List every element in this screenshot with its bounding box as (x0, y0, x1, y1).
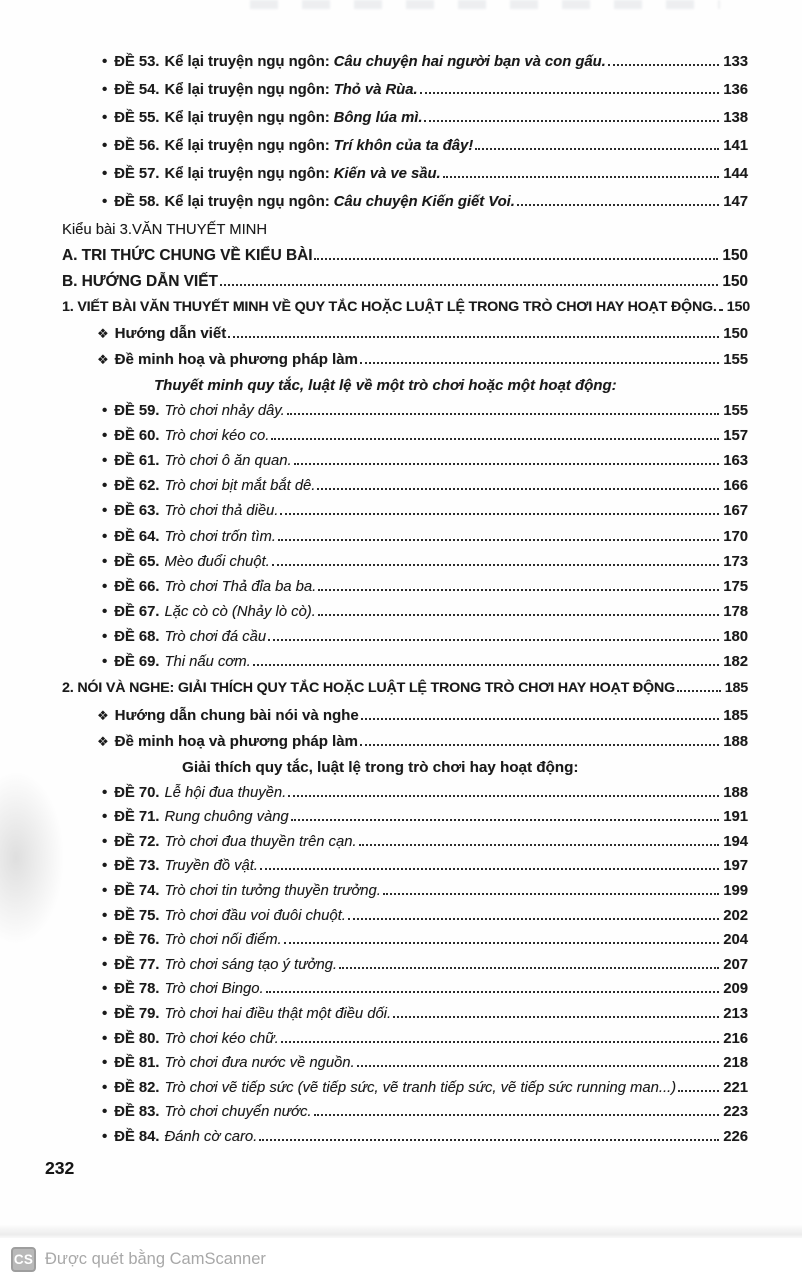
entry-prefix: Kể lại truyện ngụ ngôn: (164, 54, 330, 70)
dot-leader (253, 661, 720, 666)
dot-leader (259, 1136, 719, 1141)
toc-entry (62, 883, 748, 908)
entry-prefix: Kể lại truyện ngụ ngôn: (164, 194, 330, 210)
dot-leader (272, 561, 720, 566)
page-ref: 199 (723, 883, 748, 900)
toc-entry (62, 858, 748, 883)
dot-leader (677, 687, 721, 692)
bullet-icon: • (102, 907, 108, 924)
diamond-icon: ❖ (97, 707, 109, 723)
toc-entry (62, 809, 748, 834)
dot-leader (228, 333, 719, 338)
scan-smudge (0, 768, 66, 948)
bullet-icon: • (102, 110, 108, 126)
page-ref: 155 (723, 402, 748, 419)
entry-number: ĐỀ 61. (114, 452, 160, 469)
entry-number: ĐỀ 67. (114, 604, 160, 621)
entry-number: ĐỀ 55. (114, 110, 160, 126)
entry-title: Trò chơi nhảy dây. (164, 402, 285, 419)
table-of-contents (62, 54, 748, 1154)
bullet-icon: • (102, 629, 108, 646)
diamond-icon: ❖ (97, 351, 109, 367)
dot-leader (281, 1038, 720, 1043)
entry-number: ĐỀ 74. (114, 883, 160, 900)
section-title: A. TRI THỨC CHUNG VỀ KIỂU BÀI (62, 246, 313, 264)
dot-leader (271, 435, 719, 440)
bullet-icon: • (102, 833, 108, 850)
dot-leader (317, 485, 719, 490)
chapter-title: VĂN THUYẾT MINH (131, 222, 268, 238)
bullet-icon: • (102, 138, 108, 154)
entry-number: ĐỀ 73. (114, 858, 160, 875)
page-number: 232 (45, 1158, 75, 1178)
entry-number: ĐỀ 84. (114, 1128, 160, 1145)
entry-title: Trò chơi Bingo. (164, 981, 264, 998)
toc-group-title (154, 377, 748, 403)
entry-title: Trò chơi sáng tạo ý tưởng. (164, 956, 338, 973)
sub-item-label: Hướng dẫn viết (114, 324, 227, 342)
diamond-icon: ❖ (97, 325, 109, 341)
dot-leader (291, 816, 720, 821)
dot-leader (314, 255, 718, 260)
toc-entry (62, 82, 748, 110)
scan-bleed-artifact (250, 0, 720, 9)
entry-title: Mèo đuổi chuột. (164, 553, 270, 570)
page-ref: 209 (723, 981, 748, 998)
dot-leader (339, 964, 719, 969)
page-ref: 173 (723, 553, 748, 570)
toc-entry (62, 604, 748, 629)
entry-number: ĐỀ 72. (114, 833, 160, 850)
dot-leader (361, 715, 720, 720)
bullet-icon: • (102, 82, 108, 98)
bullet-icon: • (102, 858, 108, 875)
entry-number: ĐỀ 77. (114, 956, 160, 973)
toc-entry (62, 1080, 748, 1105)
toc-entry (62, 579, 748, 604)
entry-title: Trò chơi đá cầu (164, 629, 267, 646)
toc-sub-item (62, 733, 748, 759)
section-title: 1. VIẾT BÀI VĂN THUYẾT MINH VỀ QUY TẮC HOẶC LUẬT LỆ TRONG TRÒ CHƠI HAY HOẠT ĐỘNG. (62, 298, 717, 315)
toc-entry (62, 194, 748, 222)
entry-title: Trò chơi thả diều. (164, 503, 279, 520)
bullet-icon: • (102, 981, 108, 998)
bullet-icon: • (102, 402, 108, 419)
toc-entry (62, 1104, 748, 1129)
dot-leader (348, 915, 719, 920)
page-ref: 226 (723, 1128, 748, 1145)
toc-entry (62, 1006, 748, 1031)
bullet-icon: • (102, 604, 108, 621)
bullet-icon: • (102, 1128, 108, 1145)
page-ref: 178 (723, 604, 748, 621)
entry-number: ĐỀ 56. (114, 138, 160, 154)
bullet-icon: • (102, 932, 108, 949)
dot-leader (278, 536, 719, 541)
dot-leader (266, 988, 720, 993)
bullet-icon: • (102, 503, 108, 520)
bullet-icon: • (102, 956, 108, 973)
entry-title: Câu chuyện Kiến giết Voi. (333, 194, 515, 210)
dot-leader (443, 173, 720, 178)
entry-number: ĐỀ 68. (114, 629, 160, 646)
page-ref: 191 (723, 809, 748, 826)
chapter-label: Kiểu bài 3. (62, 222, 132, 238)
toc-subsection-heading (62, 299, 748, 325)
entry-title: Kiến và ve sầu. (333, 166, 441, 182)
diamond-icon: ❖ (97, 733, 109, 749)
sub-item-label: Hướng dẫn chung bài nói và nghe (114, 706, 359, 724)
entry-number: ĐỀ 65. (114, 553, 160, 570)
toc-entry (62, 629, 748, 654)
page-ref: 182 (723, 654, 748, 671)
group-title-label: Thuyết minh quy tắc, luật lệ về một trò chơi hoặc một hoạt động: (154, 376, 617, 394)
entry-number: ĐỀ 54. (114, 82, 160, 98)
entry-number: ĐỀ 58. (114, 194, 160, 210)
entry-title: Trò chơi chuyển nước. (164, 1104, 312, 1121)
entry-number: ĐỀ 75. (114, 907, 160, 924)
dot-leader (360, 359, 719, 364)
toc-entry (62, 785, 748, 810)
bullet-icon: • (102, 166, 108, 182)
entry-title: Trò chơi hai điều thật một điều dối. (164, 1006, 392, 1022)
dot-leader (220, 281, 718, 286)
toc-subsection-heading (62, 680, 748, 707)
entry-number: ĐỀ 66. (114, 578, 160, 595)
entry-number: ĐỀ 63. (114, 503, 160, 520)
bullet-icon: • (102, 452, 108, 469)
entry-title: Lễ hội đua thuyền. (164, 784, 287, 801)
camscanner-icon: CS (11, 1247, 36, 1272)
section-title: 2. NÓI VÀ NGHE: GIẢI THÍCH QUY TẮC HOẶC LUẬT LỆ TRONG TRÒ CHƠI HAY HOẠT ĐỘNG (62, 679, 675, 696)
dot-leader (678, 1087, 719, 1092)
entry-title: Trò chơi đưa nước về nguồn. (164, 1055, 355, 1072)
bullet-icon: • (102, 784, 108, 801)
entry-number: ĐỀ 71. (114, 809, 160, 826)
page-ref: 144 (723, 166, 748, 182)
toc-sub-item (62, 351, 748, 377)
entry-title: Thỏ và Rùa. (333, 82, 418, 98)
toc-entry (62, 54, 748, 82)
toc-entry (62, 453, 748, 478)
entry-prefix: Kể lại truyện ngụ ngôn: (164, 82, 330, 98)
dot-leader (517, 201, 719, 206)
toc-entry (62, 428, 748, 453)
toc-entry (62, 908, 748, 933)
toc-entry (62, 110, 748, 138)
entry-title: Trò chơi vẽ tiếp sức (vẽ tiếp sức, vẽ tranh tiếp sức, vẽ tiếp sức running man...) (164, 1079, 677, 1096)
bullet-icon: • (102, 478, 108, 495)
page-ref: 166 (723, 478, 748, 495)
page-ref: 150 (723, 325, 748, 342)
page-ref: 207 (723, 956, 748, 973)
dot-leader (475, 145, 719, 150)
bullet-icon: • (102, 427, 108, 444)
dot-leader (719, 306, 723, 311)
section-title: B. HƯỚNG DẪN VIẾT (62, 272, 218, 290)
dot-leader (287, 410, 720, 415)
dot-leader (393, 1013, 719, 1018)
dot-leader (288, 792, 719, 797)
toc-entry (62, 529, 748, 554)
page-ref: 150 (726, 298, 750, 315)
entry-number: ĐỀ 59. (114, 402, 160, 419)
toc-entry (62, 932, 748, 957)
dot-leader (260, 865, 719, 870)
entry-number: ĐỀ 57. (114, 166, 160, 182)
bullet-icon: • (102, 578, 108, 595)
page-ref: 202 (723, 907, 748, 924)
entry-title: Trí khôn của ta đây! (333, 138, 474, 154)
toc-entry (62, 503, 748, 528)
toc-entry (62, 478, 748, 503)
bullet-icon: • (102, 194, 108, 210)
page-ref: 218 (723, 1055, 748, 1072)
entry-title: Trò chơi ô ăn quan. (164, 452, 292, 469)
entry-number: ĐỀ 64. (114, 528, 160, 545)
entry-title: Trò chơi bịt mắt bắt dê. (164, 478, 316, 495)
toc-section-heading (62, 247, 748, 273)
page-edge-shadow (0, 1224, 802, 1238)
page-ref: 216 (723, 1030, 748, 1047)
page-ref: 188 (723, 733, 748, 750)
sub-item-label: Đề minh hoạ và phương pháp làm (114, 732, 358, 750)
toc-entry (62, 166, 748, 194)
dot-leader (314, 1111, 720, 1116)
page-ref: 150 (722, 272, 748, 290)
entry-number: ĐỀ 53. (114, 54, 160, 70)
page-ref: 141 (723, 138, 748, 154)
entry-number: ĐỀ 78. (114, 981, 160, 998)
entry-title: Trò chơi tin tưởng thuyền trưởng. (164, 883, 381, 900)
dot-leader (424, 117, 719, 122)
toc-group-title (182, 759, 748, 785)
dot-leader (294, 460, 720, 465)
entry-title: Trò chơi đua thuyền trên cạn. (164, 833, 357, 850)
entry-number: ĐỀ 81. (114, 1055, 160, 1072)
bullet-icon: • (102, 1030, 108, 1047)
entry-prefix: Kể lại truyện ngụ ngôn: (164, 138, 330, 154)
bullet-icon: • (102, 54, 108, 70)
page-ref: 204 (723, 932, 748, 949)
bullet-icon: • (102, 1006, 108, 1022)
entry-title: Trò chơi kéo co. (164, 427, 270, 444)
entry-title: Rung chuông vàng (164, 809, 289, 826)
toc-entry (62, 1055, 748, 1080)
entry-title: Trò chơi Thả đỉa ba ba. (164, 578, 317, 595)
entry-number: ĐỀ 79. (114, 1006, 160, 1022)
page-ref: 150 (722, 246, 748, 264)
toc-entry (62, 138, 748, 166)
toc-sub-item (62, 325, 748, 351)
toc-section-heading (62, 273, 748, 299)
entry-number: ĐỀ 62. (114, 478, 160, 495)
entry-title: Truyền đồ vật. (164, 858, 258, 875)
entry-title: Bông lúa mì. (333, 110, 423, 126)
page-ref: 221 (723, 1079, 748, 1096)
page-ref: 197 (723, 858, 748, 875)
page-ref: 180 (723, 629, 748, 646)
entry-prefix: Kể lại truyện ngụ ngôn: (164, 166, 330, 182)
entry-prefix: Kể lại truyện ngụ ngôn: (164, 110, 330, 126)
dot-leader (608, 61, 720, 66)
dot-leader (359, 841, 720, 846)
toc-entry (62, 403, 748, 428)
entry-title: Lặc cò cò (Nhảy lò cò). (164, 604, 316, 621)
bullet-icon: • (102, 883, 108, 900)
camscanner-footer (0, 1238, 802, 1280)
entry-title: Thi nấu cơm. (164, 654, 251, 671)
bullet-icon: • (102, 553, 108, 570)
dot-leader (357, 1062, 720, 1067)
toc-entry (62, 981, 748, 1006)
dot-leader (280, 510, 719, 515)
page-ref: 170 (723, 528, 748, 545)
page-ref: 163 (723, 452, 748, 469)
toc-entry (62, 834, 748, 859)
dot-leader (318, 586, 719, 591)
page-ref: 194 (723, 833, 748, 850)
bullet-icon: • (102, 809, 108, 826)
page-ref: 147 (723, 194, 748, 210)
dot-leader (420, 89, 720, 94)
bullet-icon: • (102, 1055, 108, 1072)
chapter-heading (62, 222, 748, 247)
page-ref: 167 (723, 503, 748, 520)
bullet-icon: • (102, 654, 108, 671)
toc-entry (62, 1129, 748, 1154)
bullet-icon: • (102, 528, 108, 545)
entry-number: ĐỀ 83. (114, 1104, 160, 1121)
toc-entry (62, 1031, 748, 1056)
camscanner-watermark-text: Được quét bằng CamScanner (45, 1249, 266, 1268)
entry-title: Đánh cờ caro. (164, 1128, 258, 1145)
page-ref: 185 (724, 679, 748, 696)
entry-number: ĐỀ 60. (114, 427, 160, 444)
entry-title: Trò chơi nối điểm. (164, 932, 282, 949)
entry-number: ĐỀ 80. (114, 1030, 160, 1047)
page-ref: 157 (723, 427, 748, 444)
entry-number: ĐỀ 69. (114, 654, 160, 671)
group-title-label: Giải thích quy tắc, luật lệ trong trò chơi hay hoạt động: (182, 758, 579, 776)
dot-leader (284, 939, 720, 944)
page-ref: 136 (723, 82, 748, 98)
page-ref: 185 (723, 707, 748, 724)
page-ref: 175 (723, 578, 748, 595)
bullet-icon: • (102, 1104, 108, 1121)
dot-leader (360, 741, 719, 746)
entry-title: Câu chuyện hai người bạn và con gấu. (333, 54, 606, 70)
page-ref: 213 (723, 1006, 748, 1022)
page-ref: 133 (723, 54, 748, 70)
page-ref: 223 (723, 1104, 748, 1121)
toc-sub-item (62, 707, 748, 733)
toc-entry (62, 554, 748, 579)
toc-entry (62, 957, 748, 982)
bullet-icon: • (102, 1079, 108, 1096)
entry-number: ĐỀ 82. (114, 1079, 160, 1096)
page-ref: 155 (723, 351, 748, 368)
entry-number: ĐỀ 70. (114, 784, 160, 801)
page-ref: 188 (723, 784, 748, 801)
entry-title: Trò chơi kéo chữ. (164, 1030, 279, 1047)
dot-leader (268, 636, 719, 641)
page-ref: 138 (723, 110, 748, 126)
entry-number: ĐỀ 76. (114, 932, 160, 949)
entry-title: Trò chơi trốn tìm. (164, 528, 276, 545)
dot-leader (383, 890, 719, 895)
dot-leader (318, 611, 720, 616)
toc-entry (62, 654, 748, 679)
sub-item-label: Đề minh hoạ và phương pháp làm (114, 350, 358, 368)
entry-title: Trò chơi đầu voi đuôi chuột. (164, 907, 346, 924)
